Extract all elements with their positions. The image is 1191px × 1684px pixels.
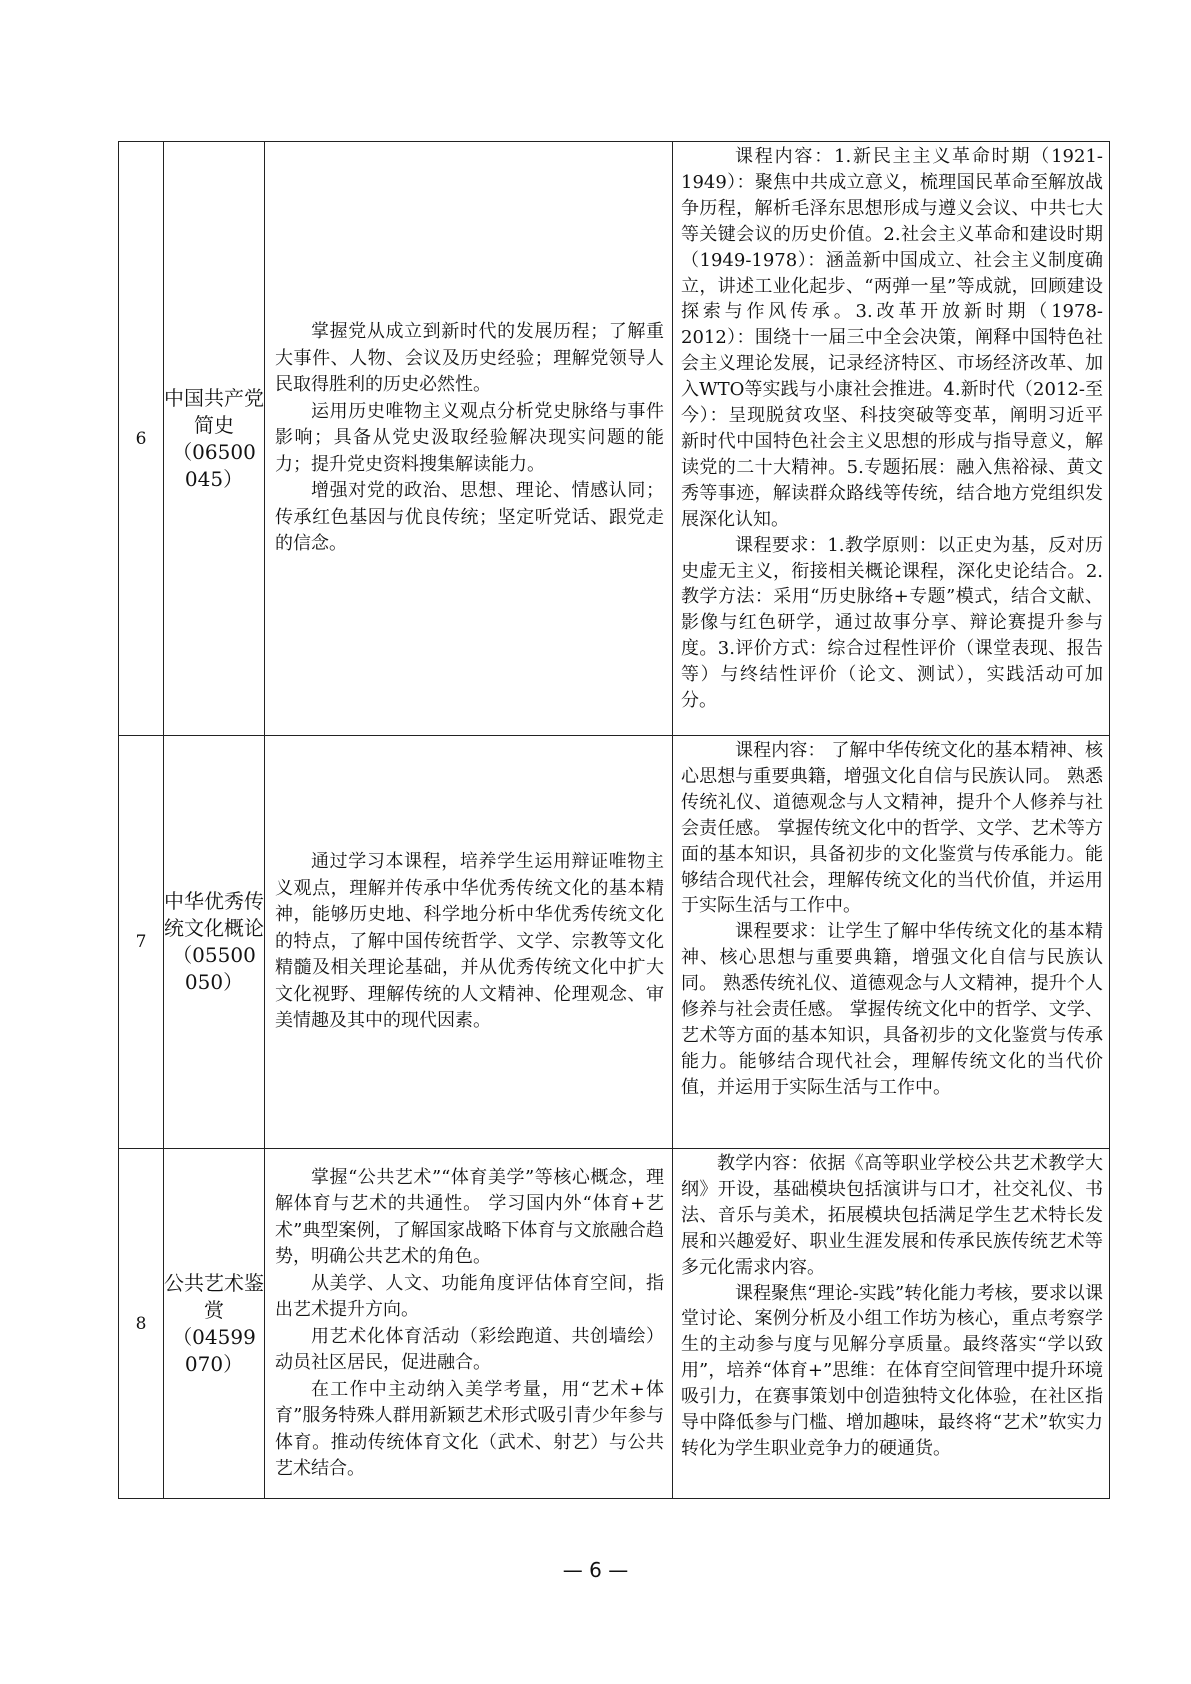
goal-paragraph: 通过学习本课程，培养学生运用辩证唯物主义观点，理解并传承中华优秀传统文化的基本精神，能够历史地、科学地分析中华优秀传统文化的特点，了解中国传统哲学、文学、宗教等文化精髓及相关理论基础，并从优秀传统文化中扩大文化视野、理解传统的人文精神、伦理观念、审美情趣及其中的现代因素。	[275, 851, 664, 1032]
goal-paragraph: 掌握党从成立到新时代的发展历程；了解重大事件、人物、会议及历史经验；理解党领导人民取得胜利的历史必然性。	[275, 321, 664, 396]
goal-paragraph: 增强对党的政治、思想、理论、情感认同；传承红色基因与优良传统；坚定听党话、跟党走的信念。	[275, 480, 664, 555]
course-name-cell	[164, 1149, 265, 1499]
content-paragraph: 课程聚焦“理论-实践”转化能力考核，要求以课堂讨论、案例分析及小组工作坊为核心，重点考察学生的主动参与度与见解分享质量。最终落实“学以致用”，培养“体育+”思维：在体育空间管理中提升环境吸引力，在赛事策划中创造独特文化体验，在社区指导中降低参与门槛、增加趣味，最终将“艺术”软实力转化为学生职业竞争力的硬通货。	[681, 1282, 1103, 1459]
course-content-cell	[673, 736, 1110, 1149]
content-paragraph: 课程内容：1.新民主主义革命时期（1921-1949）：聚焦中共成立意义，梳理国民革命至解放战争历程，解析毛泽东思想形成与遵义会议、中共七大等关键会议的历史价值。2.社会主义革命和建设时期（1949-1978）：涵盖新中国成立、社会主义制度确立，讲述工业化起步、“两弹一星”等成就，回顾建设探索与作风传承。3.改革开放新时期（1978-2012）：围绕十一届三中全会决策，阐释中国特色社会主义理论发展，记录经济特区、市场经济改革、加入WTO等实践与小康社会推进。4.新时代（2012-至今）：呈现脱贫攻坚、科技突破等变革，阐明习近平新时代中国特色社会主义思想的形成与指导意义，解读党的二十大精神。5.专题拓展：融入焦裕禄、黄文秀等事迹，解读群众路线等传统，结合地方党组织发展深化认知。	[681, 146, 1103, 530]
goal-paragraph: 掌握“公共艺术”“体育美学”等核心概念，理解体育与艺术的共通性。 学习国内外“体育+艺术”典型案例，了解国家战略下体育与文旅融合趋势，明确公共艺术的角色。	[275, 1166, 664, 1267]
goal-paragraph: 从美学、人文、功能角度评估体育空间，指出艺术提升方向。	[275, 1272, 664, 1320]
course-name: 中华优秀传统文化概论	[164, 889, 264, 940]
row-number: 6	[119, 142, 164, 736]
row-number: 8	[119, 1149, 164, 1499]
goal-paragraph: 运用历史唯物主义观点分析党史脉络与事件影响；具备从党史汲取经验解决现实问题的能力；提升党史资料搜集解读能力。	[275, 400, 664, 475]
course-code: （05500050）	[172, 943, 256, 994]
table-row	[119, 1149, 1110, 1499]
table-row	[119, 736, 1110, 1149]
page-number: — 6 —	[562, 1558, 629, 1582]
content-paragraph: 课程要求：1.教学原则：以正史为基，反对历史虚无主义，衔接相关概论课程，深化史论结合。2.教学方法：采用“历史脉络+专题”模式，结合文献、影像与红色研学，通过故事分享、辩论赛提升参与度。3.评价方式：综合过程性评价（课堂表现、报告等）与终结性评价（论文、测试），实践活动可加分。	[681, 534, 1103, 712]
course-code: （04599070）	[172, 1324, 256, 1376]
content-paragraph: 课程要求：让学生了解中华传统文化的基本精神、核心思想与重要典籍，增强文化自信与民族认同。 熟悉传统礼仪、道德观念与人文精神，提升个人修养与社会责任感。 掌握传统文化中的哲学、文学、艺术等方面的基本知识，具备初步的文化鉴赏与传承能力。能够结合现代社会，理解传统文化的当代价值，并运用于实际生活与工作中。	[681, 921, 1103, 1098]
course-code: （06500045）	[172, 439, 256, 491]
course-goals-cell	[265, 736, 673, 1149]
content-paragraph: 教学内容：依据《高等职业学校公共艺术教学大纲》开设，基础模块包括演讲与口才，社交礼仪、书法、音乐与美术，拓展模块包括满足学生艺术特长发展和兴趣爱好、职业生涯发展和传承民族传统艺术等多元化需求内容。	[681, 1153, 1103, 1278]
table-row	[119, 142, 1110, 736]
course-content-cell	[673, 142, 1110, 736]
course-name-cell	[164, 736, 265, 1149]
course-table	[118, 141, 1110, 1499]
course-name: 公共艺术鉴赏	[164, 1270, 264, 1322]
goal-paragraph: 用艺术化体育活动（彩绘跑道、共创墙绘）动员社区居民，促进融合。	[275, 1325, 664, 1373]
course-content-cell	[673, 1149, 1110, 1499]
course-goals-cell	[265, 142, 673, 736]
content-paragraph: 课程内容： 了解中华传统文化的基本精神、核心思想与重要典籍，增强文化自信与民族认同。 熟悉传统礼仪、道德观念与人文精神，提升个人修养与社会责任感。 掌握传统文化中的哲学、文学、艺术等方面的基本知识，具备初步的文化鉴赏与传承能力。能够结合现代社会，理解传统文化的当代价值，并运用于实际生活与工作中。	[681, 740, 1103, 917]
row-number: 7	[119, 736, 164, 1149]
course-goals-cell	[265, 1149, 673, 1499]
course-name: 中国共产党简史	[164, 385, 264, 437]
goal-paragraph: 在工作中主动纳入美学考量，用“艺术+体育”服务特殊人群用新颖艺术形式吸引青少年参与体育。推动传统体育文化（武术、射艺）与公共艺术结合。	[275, 1378, 664, 1479]
course-name-cell	[164, 142, 265, 736]
